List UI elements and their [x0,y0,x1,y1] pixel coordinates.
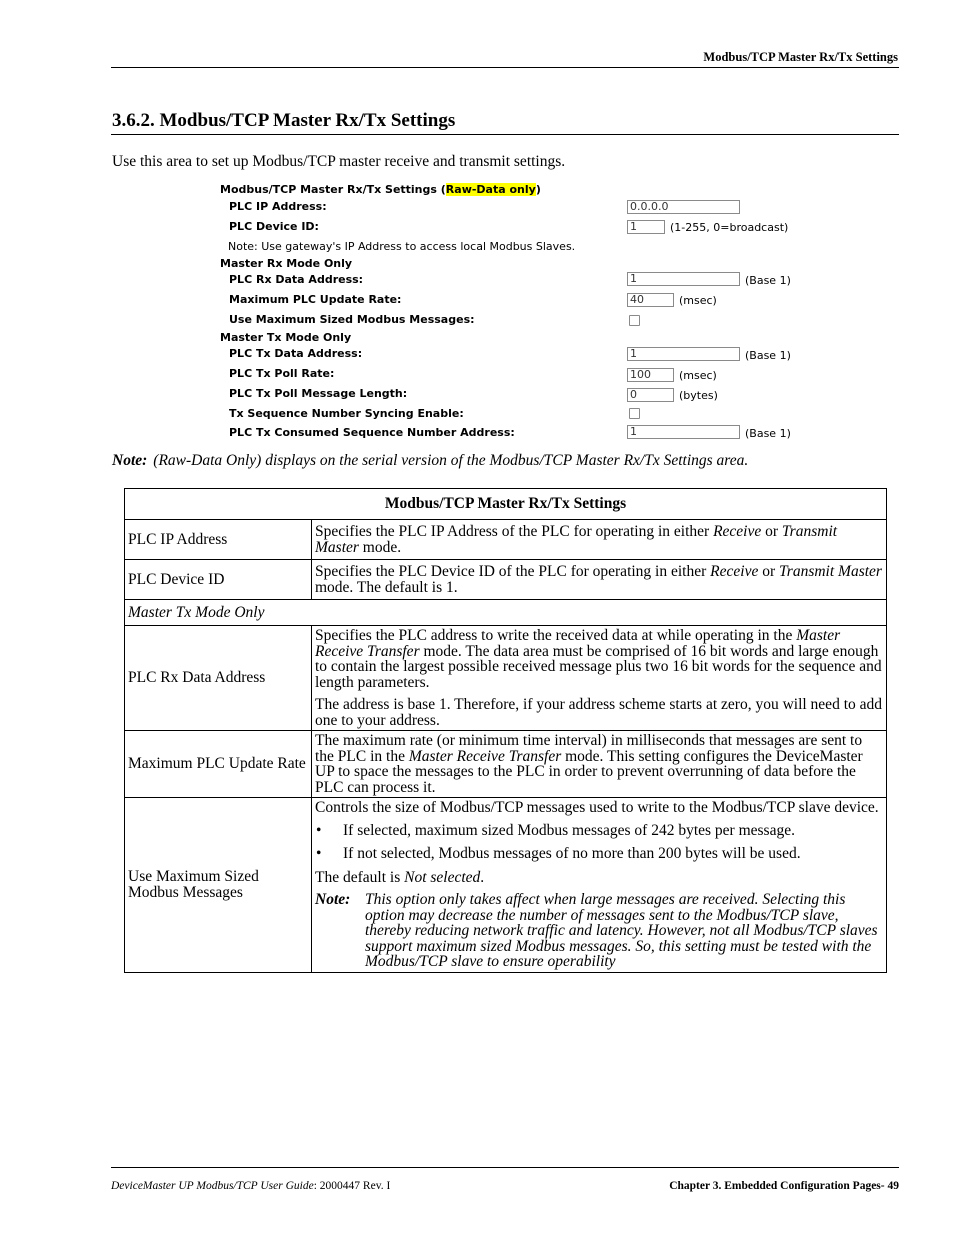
settings-description-table [124,488,887,973]
footer-rule [111,1167,899,1168]
tx-poll-rate-input[interactable]: 100 [627,368,674,382]
rx-data-address-unit: (Base 1) [745,274,791,287]
rx-data-address-label: PLC Rx Data Address: [229,273,364,286]
table-row [125,520,887,560]
table-note: Note: This option only takes affect when large messages are received. Selecting this option may decrease the number of messages sent to the Modbus/TCP slave, thereby reducing network traffic and latency. However, not all Modbus/TCP slaves support maximum sized Modbus messages. So, this setting must be tested with the Modbus/TCP slave to ensure operability [315,891,878,970]
table-row [125,798,887,973]
bullet-selected: • If selected, maximum sized Modbus messages of 242 bytes per message. [315,823,883,839]
max-update-rate-label: Maximum PLC Update Rate: [229,293,402,306]
table-row [125,626,887,731]
note-label: Note: [112,452,148,469]
tx-data-address-label: PLC Tx Data Address: [229,347,363,360]
raw-data-note [112,452,748,470]
plc-ip-input[interactable]: 0.0.0.0 [627,200,740,214]
table-title: Modbus/TCP Master Rx/Tx Settings [125,489,887,520]
plc-device-id-label: PLC Device ID: [229,220,319,233]
settings-form-screenshot [0,0,954,450]
footer-right: Chapter 3. Embedded Configuration Pages- 49 [669,1180,899,1192]
note-text: (Raw-Data Only) displays on the serial version of the Modbus/TCP Master Rx/Tx Settings area. [153,452,749,469]
row-desc-plc-device-id: Specifies the PLC Device ID of the PLC for operating in either Receive or Transmit Master mode. The default is 1. [312,560,887,600]
plc-ip-label: PLC IP Address: [229,200,327,213]
max-update-rate-input[interactable]: 40 [627,293,674,307]
tx-seq-sync-checkbox[interactable] [629,408,640,419]
tx-poll-rate-label: PLC Tx Poll Rate: [229,367,335,380]
row-label-plc-ip: PLC IP Address [125,520,312,560]
plc-device-id-input[interactable]: 1 [627,220,665,234]
form-title: Modbus/TCP Master Rx/Tx Settings (Raw-Data only) [220,183,541,196]
tx-poll-length-label: PLC Tx Poll Message Length: [229,387,408,400]
table-subheader: Master Tx Mode Only [125,600,887,626]
rx-data-address-input[interactable]: 1 [627,272,740,286]
row-desc-max-update-rate: The maximum rate (or minimum time interval) in milliseconds that messages are sent to the PLC in the Master Receive Transfer mode. This setting configures the DeviceMaster UP to space the messages to the PLC in order to prevent overrunning of data before the PLC can process it. [312,731,887,798]
row-desc-rx-data-address: Specifies the PLC address to write the received data at while operating in the Master Receive Transfer mode. The data area must be comprised of 16 bit words and large enough to contain the largest possible received message plus two 16 bit words for the sequence and length parameters. The address is base 1. Therefore, if your address scheme starts at zero, you will need to add one to your address. [312,626,887,731]
section-heading: 3.6.2. Modbus/TCP Master Rx/Tx Settings [112,110,456,131]
max-sized-checkbox[interactable] [629,315,640,326]
row-label-max-sized: Use Maximum Sized Modbus Messages [125,798,312,973]
tx-poll-length-input[interactable]: 0 [627,388,674,402]
tx-seq-sync-label: Tx Sequence Number Syncing Enable: [229,407,464,420]
table-row [125,731,887,798]
max-sized-label: Use Maximum Sized Modbus Messages: [229,313,475,326]
table-row [125,560,887,600]
table-subheader-row [125,600,887,626]
plc-device-id-unit: (1-255, 0=broadcast) [670,221,789,234]
table-header-row [125,489,887,520]
form-note: Note: Use gateway's IP Address to access local Modbus Slaves. [228,240,576,253]
max-update-rate-unit: (msec) [679,294,717,307]
footer-left: DeviceMaster UP Modbus/TCP User Guide: 2000447 Rev. I [111,1180,391,1192]
row-desc-plc-ip: Specifies the PLC IP Address of the PLC for operating in either Receive or Transmit Master mode. [312,520,887,560]
raw-data-highlight: Raw-Data only [445,183,536,196]
tx-data-address-input[interactable]: 1 [627,347,740,361]
tx-data-address-unit: (Base 1) [745,349,791,362]
intro-paragraph: Use this area to set up Modbus/TCP master receive and transmit settings. [112,153,566,170]
bullet-not-selected: • If not selected, Modbus messages of no more than 200 bytes will be used. [315,846,883,862]
running-header: Modbus/TCP Master Rx/Tx Settings [703,50,898,64]
tx-poll-length-unit: (bytes) [679,389,718,402]
row-label-plc-device-id: PLC Device ID [125,560,312,600]
tx-consumed-seq-unit: (Base 1) [745,427,791,440]
tx-consumed-seq-input[interactable]: 1 [627,425,740,439]
tx-mode-header: Master Tx Mode Only [220,331,352,344]
tx-poll-rate-unit: (msec) [679,369,717,382]
tx-consumed-seq-label: PLC Tx Consumed Sequence Number Address: [229,426,515,439]
rx-mode-header: Master Rx Mode Only [220,257,353,270]
row-label-max-update-rate: Maximum PLC Update Rate [125,731,312,798]
row-desc-max-sized: Controls the size of Modbus/TCP messages used to write to the Modbus/TCP slave device. • If selected, maximum sized Modbus messages of 242 bytes per message. • If not selected, Modbus messages of no more than 200 bytes will be used. The default is Not selected. Note: This option only takes affect when large messages are received. Selecting this option may decrease the number of messages sent to the Modbus/TCP slave, thereby reducing network traffic and latency. However, not all Modbus/TCP slaves support maximum sized Modbus messages. So, this setting must be tested with the Modbus/TCP slave to ensure operability [312,798,887,973]
row-label-rx-data-address: PLC Rx Data Address [125,626,312,731]
